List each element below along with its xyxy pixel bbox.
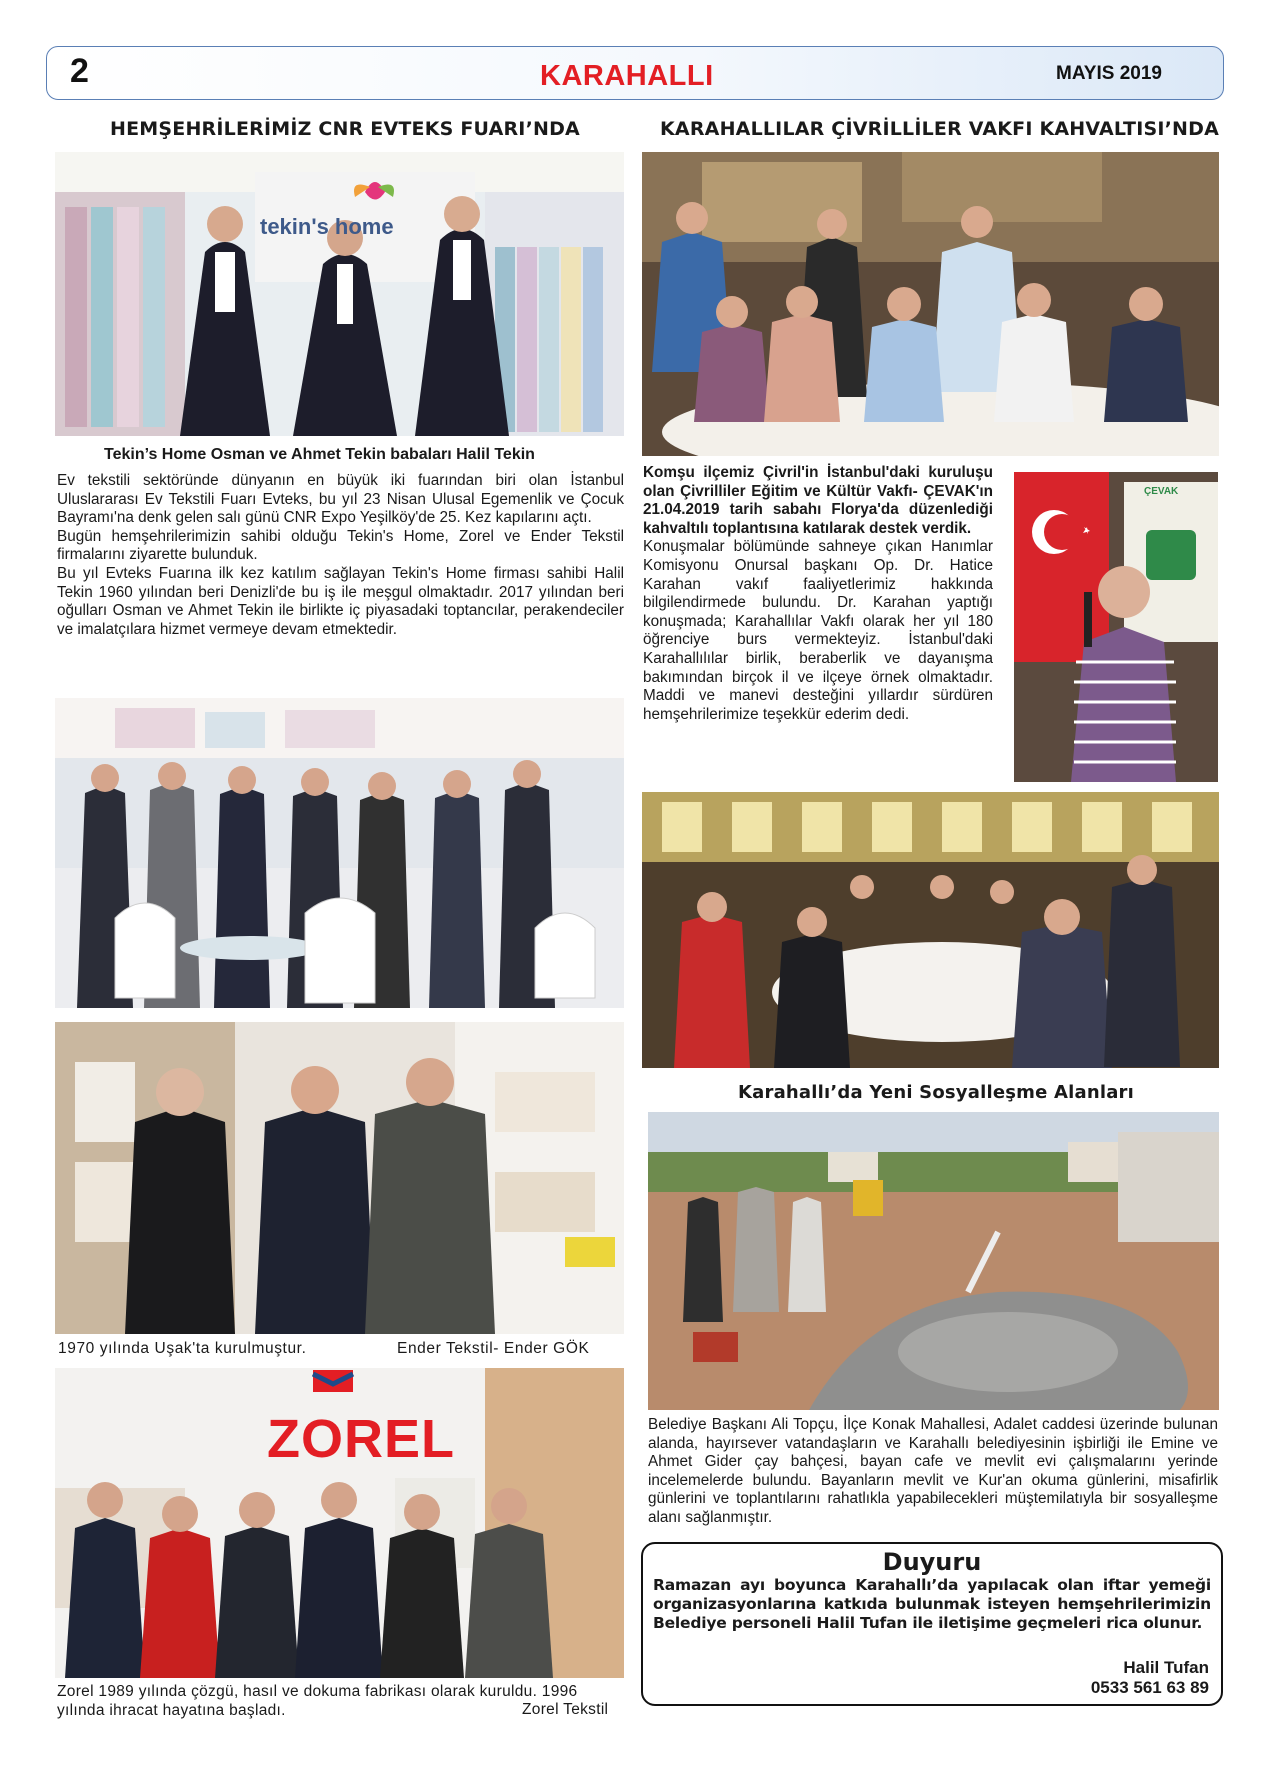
banquet-photo [642,792,1219,1068]
evteks-article-body [57,472,624,639]
zorel-caption-name: Zorel Tekstil [516,1701,608,1719]
notice-box [641,1542,1223,1706]
page-number: 2 [70,52,89,90]
issue-date: MAYIS 2019 [1056,63,1162,84]
construction-site-photo [648,1112,1219,1410]
evteks-paragraph-2: Bugün hemşehrilerimizin sahibi olduğu Tekin's Home, Zorel ve Ender Tekstil firmalarını ziyarette bulunduk. [57,527,624,564]
sosyallesme-headline: Karahallı’da Yeni Sosyalleşme Alanları [738,1082,1135,1103]
breakfast-group-photo [642,152,1219,456]
speaker-photo [1014,472,1218,782]
group-fair-photo [55,698,624,1008]
sosyallesme-article-body [648,1416,1218,1528]
zorel-photo [55,1368,624,1678]
cevak-paragraph: Konuşmalar bölümünde sahneye çıkan Hanımlar Komisyonu Onursal başkanı Op. Dr. Hatice Karahan vakıf faaliyetlerimiz hakkında bilgilendirmede bulundu. Dr. Karahan yaptığı konuşmada; Karahallılar Vakfı olarak her yıl 180 öğrenciye burs vermekteyiz. İstanbul'daki Karahallılılar birlik, beraberlik ve dayanışma bakımından birçok il ve ilçeye örnek olmaktadır. Maddi ve manevi desteğini yıllardır sürdüren hemşehrilerimize teşekkür ederim dedi. [643,538,993,723]
left-headline: HEMŞEHRİLERİMİZ CNR EVTEKS FUARI’NDA [110,118,580,140]
evteks-paragraph-3: Bu yıl Evteks Fuarına ilk kez katılım sağlayan Tekin's Home firması sahibi Halil Tekin 1960 yılından beri Denizli'de bu iş ile meşgul olmaktadır. 2017 yılından beri oğulları Osman ve Ahmet Tekin ile birlikte iç piyasadaki toptancılar, perakendeciler ve imalatçılara hizmet vermeye devam etmektedir. [57,564,624,638]
ender-caption-founded: 1970 yılında Uşak'ta kurulmuştur. [58,1340,307,1357]
notice-title: Duyuru [882,1548,982,1576]
tekins-home-caption: Tekin’s Home Osman ve Ahmet Tekin babaları Halil Tekin [104,446,535,463]
tekins-home-photo [55,152,624,436]
notice-text: Ramazan ayı boyunca Karahallı’da yapılacak olan iftar yemeği organizasyonlarına katkıda bulunmak isteyen hemşehrilerimizin Belediye personeli Halil Tufan ile iletişime geçmeleri rica olunur. [653,1576,1211,1632]
tekins-home-logo: tekin's home [260,214,394,239]
right-headline: KARAHALLILAR ÇİVRİLLİLER VAKFI KAHVALTISI’NDA [660,118,1220,140]
newspaper-name: KARAHALLI [540,60,714,92]
zorel-caption-text: Zorel 1989 yılında çözgü, hasıl ve dokuma fabrikası olarak kuruldu. 1996 yılında ihracat hayatına başladı. [57,1683,578,1719]
cevak-article-body [643,464,993,724]
cevak-banner: ÇEVAK [1144,486,1179,497]
zorel-logo: ZOREL [267,1409,455,1469]
ender-tekstil-photo [55,1022,624,1334]
notice-phone: 0533 561 63 89 [1090,1678,1209,1697]
sosyallesme-paragraph: Belediye Başkanı Ali Topçu, İlçe Konak Mahallesi, Adalet caddesi üzerinde bulunan alanda, hayırsever vatandaşların ve Karahallı belediyesinin işbirliği ile Emine ve Ahmet Gider çay bahçesi, bayan cafe ve mevlit evi çalışmalarını yerinde incelemelerde bulundu. Bayanların mevlit ve Kur'an okuma günlerini, misafirlik günlerini ve toplantılarını rahatlıkla yapabilecekleri müştemilatıyla bir sosyalleşme alanı sağlanmıştır. [648,1416,1218,1526]
notice-signer: Halil Tufan [1123,1658,1209,1677]
evteks-paragraph-1: Ev tekstili sektöründe dünyanın en büyük iki fuarından biri olan İstanbul Uluslararası Ev Tekstili Fuarı Evteks, bu yıl 23 Nisan Ulusal Egemenlik ve Çocuk Bayramı'na denk gelen salı günü CNR Expo Yeşilköy'de 25. Kez kapılarını açtı. [57,472,624,527]
ender-caption-name: Ender Tekstil- Ender GÖK [397,1340,590,1357]
cevak-lead: Komşu ilçemiz Çivril'in İstanbul'daki kuruluşu olan Çivrilliler Eğitim ve Kültür Vakfı- ÇEVAK'ın 21.04.2019 tarih sabahı Florya'da düzenlediği kahvaltılı toplantısına katılarak destek verdik. [643,464,993,537]
